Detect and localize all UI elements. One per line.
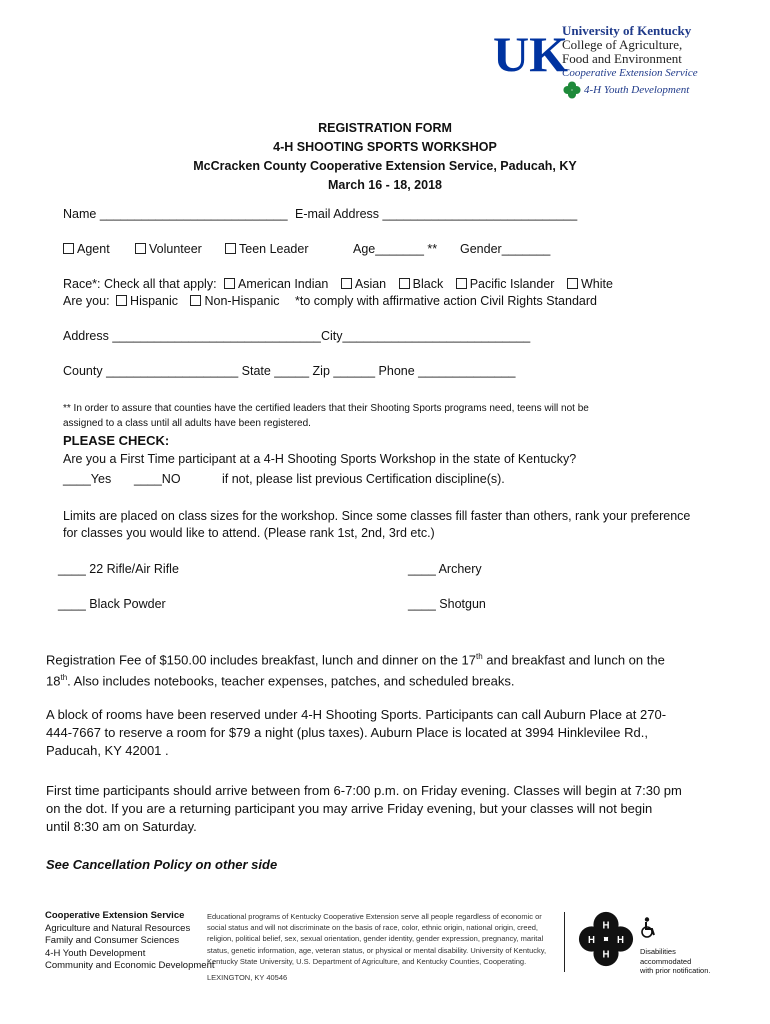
svg-text:H: H xyxy=(602,920,610,932)
host-line: McCracken County Cooperative Extension Service, Paducah, KY xyxy=(193,159,577,173)
checkbox-icon[interactable] xyxy=(63,243,74,254)
class-limits-text: Limits are placed on class sizes for the workshop. Since some classes fill faster than others, rank your preference for classes you would like to attend. (Please rank 1st, 2nd, 3rd etc.) xyxy=(63,509,691,540)
university-branding xyxy=(562,24,698,80)
race-asian[interactable]: Asian xyxy=(341,277,386,291)
svg-text:H: H xyxy=(602,949,610,961)
cancellation-note: See Cancellation Policy on other side xyxy=(46,857,278,872)
footer-city: LEXINGTON, KY 40546 xyxy=(207,973,288,983)
footer-program: Family and Consumer Sciences xyxy=(45,935,180,946)
svg-text:H: H xyxy=(617,934,624,946)
clover-icon xyxy=(563,81,581,99)
email-field[interactable]: E-mail Address ____________________________ xyxy=(295,207,578,221)
checkbox-icon[interactable] xyxy=(456,278,467,289)
teen-assignment-note: ** In order to assure that counties have the certified leaders that their Shooting Sports programs need, teens will not be assigned to a class until all adults have been registered. xyxy=(63,403,589,429)
college-line-1: College of Agriculture, xyxy=(562,37,683,52)
university-name: University of Kentucky xyxy=(562,23,692,38)
registration-fee-paragraph: Registration Fee of $150.00 includes breakfast, lunch and dinner on the 17th and breakfast and lunch on the 18th. Also includes notebooks, teacher expenses, patches, and scheduled breaks. xyxy=(46,652,665,689)
race-pacific-islander[interactable]: Pacific Islander xyxy=(456,277,555,291)
gender-field[interactable]: Gender_______ xyxy=(460,242,551,256)
ethnicity-row xyxy=(63,294,597,308)
ethnicity-hispanic[interactable]: Hispanic xyxy=(116,294,178,308)
footer-programs xyxy=(45,910,215,973)
civil-rights-note: *to comply with affirmative action Civil Rights Standard xyxy=(294,294,597,308)
uk-logo xyxy=(493,26,568,82)
footer-program: 4-H Youth Development xyxy=(45,947,146,959)
race-row xyxy=(63,277,613,291)
address-field[interactable]: Address ______________________________ xyxy=(63,329,321,343)
svg-text:H: H xyxy=(588,934,595,946)
extension-service: Cooperative Extension Service xyxy=(562,67,698,79)
wheelchair-icon xyxy=(640,917,658,939)
checkbox-icon[interactable] xyxy=(224,278,235,289)
four-h-clover-logo xyxy=(577,910,635,973)
footer-statement: Educational programs of Kentucky Cooperative Extension serve all people regardless of economic or social status and will not discriminate on the basis of race, color, ethnic origin, national origin, creed, religion, political belief, sex, sexual orientation, gender identity, gender expression, pregnancy, marital status, genetic information, age, veteran status, or physical or mental disability. University of Kentucky, Kentucky State University, U.S. Department of Agriculture, and Kentucky Counties, Cooperating. LEXINGTON, KY 40546 xyxy=(207,911,557,983)
checkbox-icon[interactable] xyxy=(190,295,201,306)
class-black-powder[interactable]: ____ Black Powder xyxy=(58,597,166,611)
race-black[interactable]: Black xyxy=(399,277,444,291)
class-archery[interactable]: ____ Archery xyxy=(408,562,482,576)
arrival-paragraph: First time participants should arrive between from 6-7:00 p.m. on Friday evening. Classes will begin at 7:30 pm on the dot. If you are a returning participant you may arrive Friday evening, but your classes will not begin until 8:30 am on Saturday. xyxy=(46,783,682,834)
please-check-heading: PLEASE CHECK: xyxy=(63,433,170,448)
ethnicity-non-hispanic[interactable]: Non-Hispanic xyxy=(190,294,279,308)
footer-org: Cooperative Extension Service xyxy=(45,910,185,921)
first-time-question: Are you a First Time participant at a 4-H Shooting Sports Workshop in the state of Kentucky? xyxy=(63,452,577,466)
youth-development-logo xyxy=(563,81,689,99)
race-american-indian[interactable]: American Indian xyxy=(224,277,328,291)
no-option[interactable]: ____NO xyxy=(134,472,181,486)
checkbox-icon[interactable] xyxy=(116,295,127,306)
age-field[interactable]: Age_______ ** xyxy=(353,242,438,256)
checkbox-icon[interactable] xyxy=(399,278,410,289)
clover-icon xyxy=(577,910,635,968)
ethnicity-label: Are you: xyxy=(63,294,110,308)
race-label: Race*: Check all that apply: xyxy=(63,277,217,291)
checkbox-icon[interactable] xyxy=(341,278,352,289)
class-shotgun[interactable]: ____ Shotgun xyxy=(408,597,486,611)
form-title: REGISTRATION FORM xyxy=(318,121,452,135)
agent-checkbox[interactable]: Agent xyxy=(63,242,110,256)
workshop-title: 4-H SHOOTING SPORTS WORKSHOP xyxy=(273,140,497,154)
checkbox-icon[interactable] xyxy=(567,278,578,289)
checkbox-icon[interactable] xyxy=(225,243,236,254)
checkbox-icon[interactable] xyxy=(135,243,146,254)
footer-divider xyxy=(564,912,565,972)
race-white[interactable]: White xyxy=(567,277,613,291)
yes-option[interactable]: ____Yes xyxy=(63,472,112,486)
uk-logo-letters: UK xyxy=(493,26,568,82)
college-line-2: Food and Environment xyxy=(562,51,682,66)
previous-certification-prompt: if not, please list previous Certification discipline(s). xyxy=(222,472,505,486)
volunteer-checkbox[interactable]: Volunteer xyxy=(135,242,202,256)
footer-program: Agriculture and Natural Resources xyxy=(45,922,191,934)
footer-program: Community and Economic Development xyxy=(45,960,215,971)
accessibility-notice: Disabilities accommodated with prior notification. xyxy=(640,917,710,976)
city-field[interactable]: City___________________________ xyxy=(321,329,531,343)
lodging-paragraph: A block of rooms have been reserved under 4-H Shooting Sports. Participants can call Auburn Place at 270- 444-7667 to reserve a room for $79 a night (plus taxes). Auburn Place is located at 3994 Hinklevilee Rd., Paducah, KY 42001 . xyxy=(46,707,667,758)
date-line: March 16 - 18, 2018 xyxy=(328,178,442,192)
teen-leader-checkbox[interactable]: Teen Leader xyxy=(225,242,309,256)
name-field[interactable]: Name ___________________________ xyxy=(63,207,288,221)
class-rifle[interactable]: ____ 22 Rifle/Air Rifle xyxy=(58,562,179,576)
youth-development-label: 4-H Youth Development xyxy=(584,84,690,96)
county-state-zip-phone-fields[interactable]: County ___________________ State _____ Zip ______ Phone ______________ xyxy=(63,364,516,378)
